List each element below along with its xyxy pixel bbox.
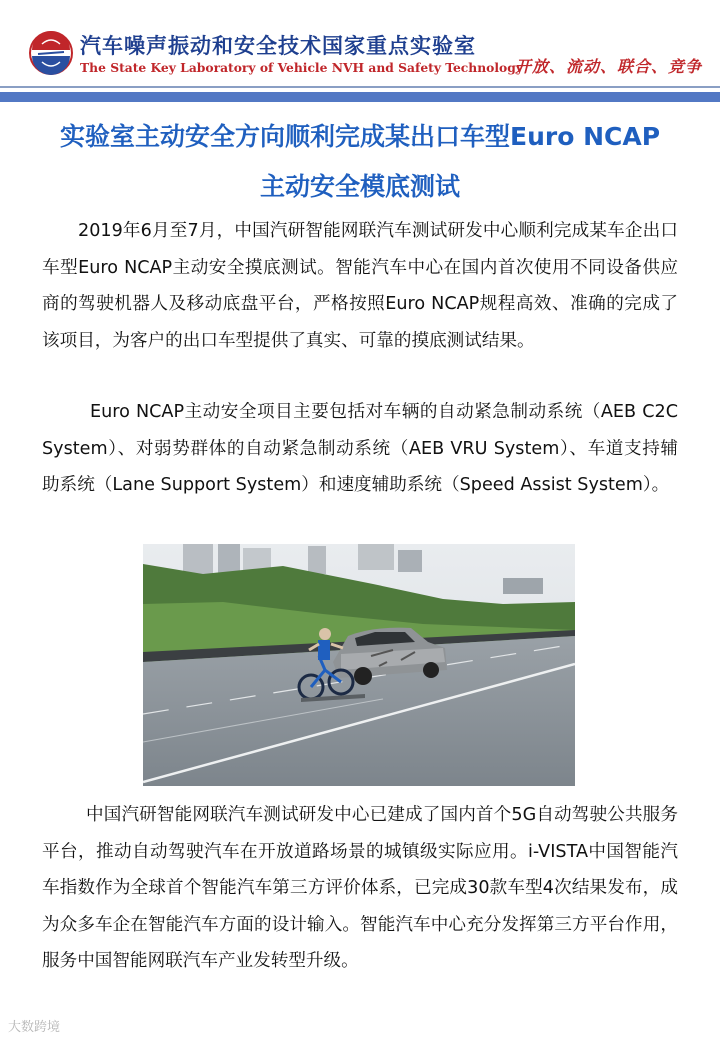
lab-name-en: The State Key Laboratory of Vehicle NVH and Safety Technology (80, 60, 523, 75)
article-title-line-2: 主动安全模底测试 (259, 172, 460, 201)
source-watermark: 大数跨境 (8, 1020, 61, 1035)
lab-emblem-icon (28, 30, 74, 76)
lab-name-cn: 汽车噪声振动和安全技术国家重点实验室 (80, 34, 476, 58)
header-divider-thin (0, 86, 720, 88)
article-title-line-1: 实验室主动安全方向顺利完成某出口车型Euro NCAP (59, 122, 661, 151)
paragraph-intro: 2019年6月至7月，中国汽研智能网联汽车测试研发中心顺利完成某车企出口车型Euro NCAP主动安全摸底测试。智能汽车中心在国内首次使用不同设备供应商的驾驶机器人及移动底盘平台，严格按照Euro NCAP规程高效、准确的完成了该项目，为客户的出口车型提供了真实、可靠的摸底测试结果。 (42, 221, 678, 351)
page-header (0, 0, 720, 108)
paragraph-center-overview: 中国汽研智能网联汽车测试研发中心已建成了国内首个5G自动驾驶公共服务平台，推动自动驾驶汽车在开放道路场景的城镇级实际应用。i-VISTA中国智能汽车指数作为全球首个智能汽车第三方评价体系，已完成30款车型4次结果发布，成为众多车企在智能汽车方面的设计输入。智能汽车中心充分发挥第三方平台作用，服务中国智能网联汽车产业发转型升级。 (42, 805, 678, 971)
test-site-photo (143, 544, 575, 786)
lab-motto: 开放、流动、联合、竞争 (514, 57, 702, 76)
header-divider-bar (0, 92, 720, 102)
paragraph-test-items: Euro NCAP主动安全项目主要包括对车辆的自动紧急制动系统（AEB C2C System）、对弱势群体的自动紧急制动系统（AEB VRU System）、车道支持辅助系统（Lane Support System）和速度辅助系统（Speed Assist System）。 (42, 402, 678, 495)
